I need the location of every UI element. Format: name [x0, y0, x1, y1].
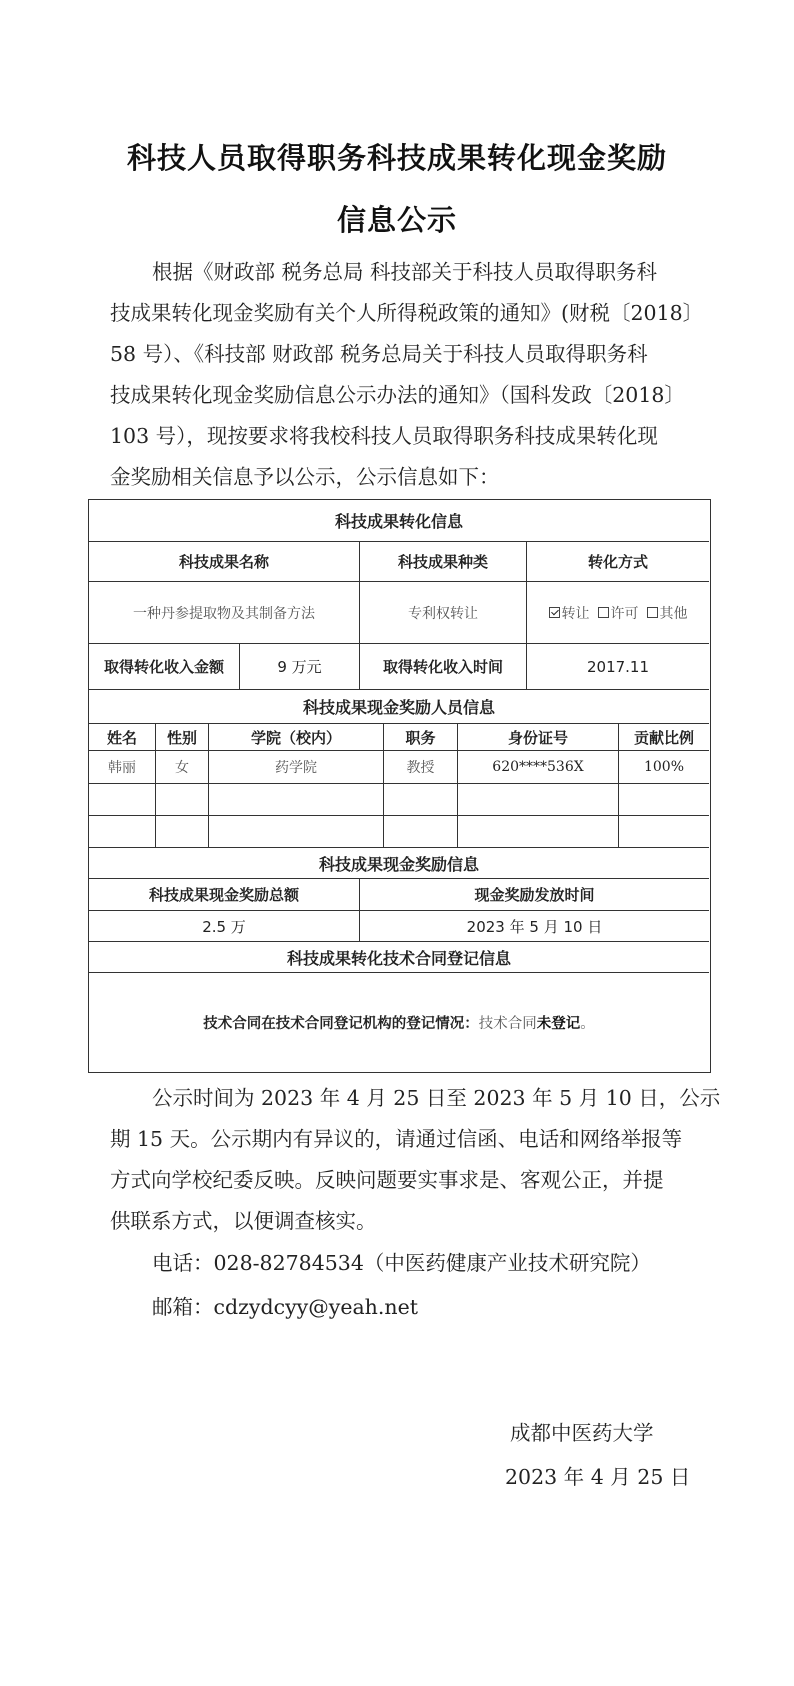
income-time-label: 取得转化收入时间 — [360, 644, 527, 689]
reward-time: 2023 年 5 月 10 日 — [466, 917, 603, 936]
person-id: 620****536X — [458, 751, 619, 783]
contract-prefix: 技术合同 — [478, 1015, 537, 1032]
section-title-conversion: 科技成果转化信息 — [334, 512, 463, 531]
section-title-persons: 科技成果现金奖励人员信息 — [302, 698, 495, 717]
table-row — [89, 784, 709, 816]
person-name: 韩丽 — [89, 751, 156, 783]
method-option-license: 许可 — [598, 603, 639, 623]
person-gender — [156, 784, 209, 815]
reward-header-row — [89, 879, 709, 911]
unchecked-box-icon — [647, 607, 658, 618]
achievement-type: 专利权转让 — [360, 582, 527, 643]
person-id — [458, 816, 619, 847]
income-time: 2017.11 — [586, 657, 650, 676]
header-reward-time: 现金奖励发放时间 — [474, 886, 595, 904]
person-ratio: 100% — [643, 759, 685, 775]
reward-total: 2.5 万 — [89, 911, 360, 941]
income-amount-label: 取得转化收入金额 — [89, 644, 240, 689]
notice-line: 期 15 天。公示期内有异议的，请通过信函、电话和网络举报等 — [110, 1127, 683, 1151]
notice-line: 公示时间为 2023 年 4 月 25 日至 2023 年 5 月 10 日，公示 — [152, 1086, 721, 1110]
contract-label: 技术合同在技术合同登记机构的登记情况： — [203, 1015, 479, 1032]
intro-line: 103 号），现按要求将我校科技人员取得职务科技成果转化现 — [110, 424, 658, 448]
section-header-row — [89, 942, 709, 973]
person-position: 教授 — [384, 751, 458, 783]
contract-status: 未登记 — [536, 1015, 581, 1032]
intro-line: 技成果转化现金奖励有关个人所得税政策的通知》(财税〔2018〕 — [110, 301, 704, 325]
notice-line: 方式向学校纪委反映。反映问题要实事求是、客观公正，并提 — [110, 1168, 664, 1192]
intro-line: 技成果转化现金奖励信息公示办法的通知》（国科发政〔2018〕 — [110, 383, 685, 407]
header-achievement-type: 科技成果种类 — [360, 542, 527, 581]
contact-email: 邮箱：cdzydcyy@yeah.net — [152, 1295, 418, 1319]
table-row — [89, 816, 709, 848]
person-position — [384, 816, 458, 847]
person-college — [209, 784, 384, 815]
section-title-reward: 科技成果现金奖励信息 — [318, 854, 479, 874]
method-option-other: 其他 — [647, 603, 688, 623]
person-header-row — [89, 724, 709, 751]
checked-box-icon — [549, 607, 560, 618]
person-college — [209, 816, 384, 847]
income-amount: 9 万元 — [240, 644, 360, 689]
person-ratio — [619, 816, 709, 847]
header-person-gender: 性别 — [156, 724, 209, 750]
person-position — [384, 784, 458, 815]
conversion-method-options — [527, 582, 709, 643]
intro-line: 58 号）、《科技部 财政部 税务总局关于科技人员取得职务科 — [110, 342, 648, 366]
contract-row — [89, 973, 709, 1071]
person-gender — [156, 816, 209, 847]
income-row — [89, 644, 709, 690]
section-header-row — [89, 848, 709, 879]
person-college: 药学院 — [209, 751, 384, 783]
person-name — [89, 784, 156, 815]
person-id — [458, 784, 619, 815]
header-achievement-name: 科技成果名称 — [89, 542, 360, 581]
person-name — [89, 816, 156, 847]
contact-phone: 电话：028-82784534（中医药健康产业技术研究院） — [152, 1251, 651, 1275]
person-ratio — [619, 784, 709, 815]
intro-line: 金奖励相关信息予以公示，公示信息如下： — [110, 465, 500, 489]
person-gender: 女 — [156, 751, 209, 783]
contract-status-cell — [89, 973, 709, 1071]
achievement-row — [89, 582, 709, 644]
page-title: 科技人员取得职务科技成果转化现金奖励 — [126, 141, 667, 175]
unchecked-box-icon — [598, 607, 609, 618]
header-reward-total: 科技成果现金奖励总额 — [89, 879, 360, 910]
intro-line: 根据《财政部 税务总局 科技部关于科技人员取得职务科 — [152, 260, 658, 284]
header-person-id: 身份证号 — [458, 724, 619, 750]
page-subtitle: 信息公示 — [336, 203, 457, 237]
achievement-name: 一种丹参提取物及其制备方法 — [89, 582, 360, 643]
signature-org: 成都中医药大学 — [510, 1421, 654, 1445]
section-title-contract: 科技成果转化技术合同登记信息 — [286, 948, 511, 968]
header-row — [89, 542, 709, 582]
header-person-ratio: 贡献比例 — [633, 728, 694, 747]
intro-paragraph — [110, 252, 704, 498]
notice-line: 供联系方式，以便调查核实。 — [110, 1209, 377, 1233]
section-header-row — [89, 690, 709, 724]
contract-suffix: 。 — [580, 1015, 595, 1032]
table-row — [89, 751, 709, 784]
reward-value-row — [89, 911, 709, 942]
notice-paragraph — [110, 1078, 721, 1242]
signature-date: 2023 年 4 月 25 日 — [505, 1465, 691, 1489]
header-person-college: 学院（校内） — [209, 724, 384, 750]
info-table — [88, 499, 711, 1073]
header-person-position: 职务 — [384, 724, 458, 750]
method-option-transfer: 转让 — [549, 603, 590, 623]
section-header-row — [89, 500, 709, 542]
header-person-name: 姓名 — [89, 724, 156, 750]
header-conversion-method: 转化方式 — [587, 553, 648, 571]
